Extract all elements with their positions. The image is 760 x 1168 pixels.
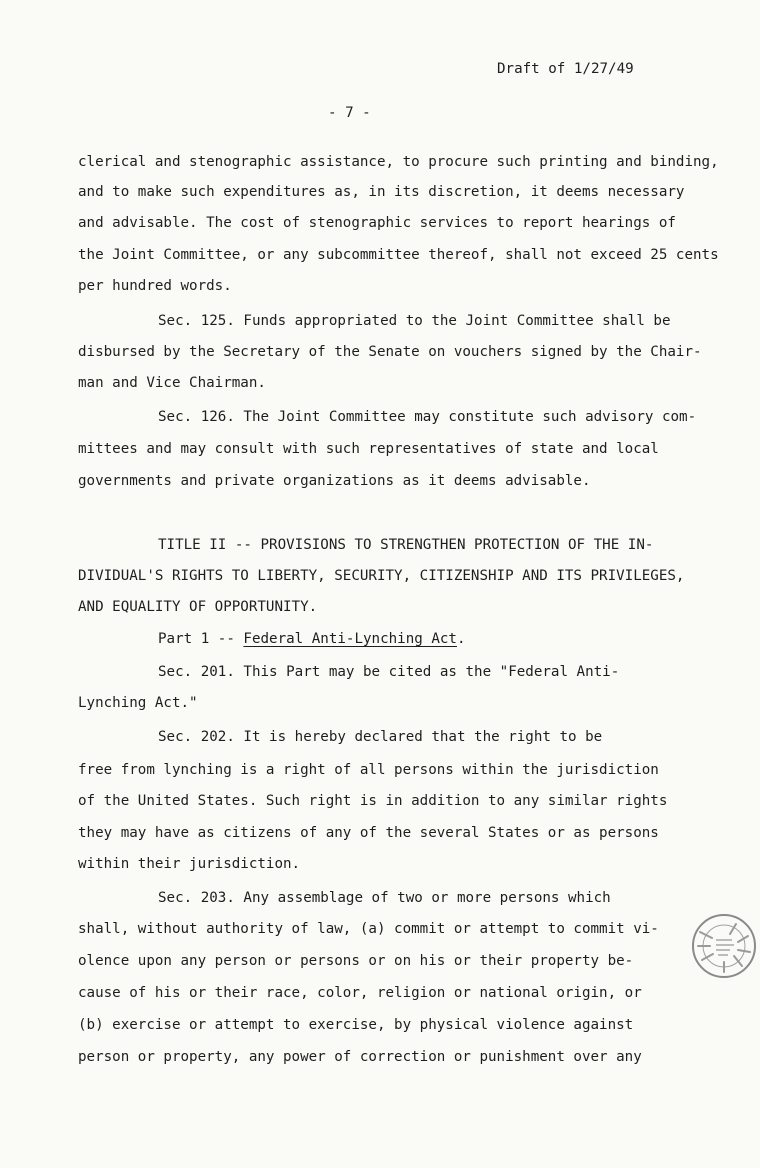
body-line: Lynching Act."	[78, 695, 198, 711]
page-number: - 7 -	[328, 105, 371, 121]
body-line: clerical and stenographic assistance, to procure such printing and binding,	[78, 154, 719, 170]
body-line: free from lynching is a right of all persons within the jurisdiction	[78, 762, 659, 778]
body-line: mittees and may consult with such representatives of state and local	[78, 441, 659, 457]
body-line: cause of his or their race, color, religion or national origin, or	[78, 985, 642, 1001]
body-line: disbursed by the Secretary of the Senate on vouchers signed by the Chair-	[78, 344, 702, 360]
body-line: per hundred words.	[78, 278, 232, 294]
body-line: olence upon any person or persons or on his or their property be-	[78, 953, 634, 969]
body-line: man and Vice Chairman.	[78, 375, 266, 391]
body-line: Sec. 125. Funds appropriated to the Joint Committee shall be	[158, 313, 671, 329]
body-line: shall, without authority of law, (a) commit or attempt to commit vi-	[78, 921, 659, 937]
draft-date: Draft of 1/27/49	[497, 61, 634, 77]
body-line: (b) exercise or attempt to exercise, by physical violence against	[78, 1017, 634, 1033]
part-heading	[158, 630, 466, 648]
body-line: person or property, any power of correction or punishment over any	[78, 1049, 642, 1065]
title-heading: TITLE II -- PROVISIONS TO STRENGTHEN PROTECTION OF THE IN-	[158, 537, 654, 553]
body-line: of the United States. Such right is in addition to any similar rights	[78, 793, 668, 809]
title-heading: DIVIDUAL'S RIGHTS TO LIBERTY, SECURITY, CITIZENSHIP AND ITS PRIVILEGES,	[78, 568, 685, 584]
body-line: Sec. 201. This Part may be cited as the "Federal Anti-	[158, 664, 620, 680]
body-line: Sec. 203. Any assemblage of two or more persons which	[158, 890, 611, 906]
body-line: Sec. 202. It is hereby declared that the right to be	[158, 729, 603, 745]
body-line: the Joint Committee, or any subcommittee thereof, shall not exceed 25 cents	[78, 247, 719, 263]
part-label: Part 1 --	[158, 631, 244, 647]
title-heading: AND EQUALITY OF OPPORTUNITY.	[78, 599, 318, 615]
part-title: Federal Anti-Lynching Act	[243, 631, 457, 647]
body-line: and to make such expenditures as, in its discretion, it deems necessary	[78, 184, 685, 200]
body-line: and advisable. The cost of stenographic services to report hearings of	[78, 215, 676, 231]
part-period: .	[456, 631, 466, 647]
body-line: within their jurisdiction.	[78, 856, 301, 872]
body-line: Sec. 126. The Joint Committee may constitute such advisory com-	[158, 409, 697, 425]
library-seal-stamp	[690, 912, 758, 980]
body-line: governments and private organizations as it deems advisable.	[78, 473, 591, 489]
body-line: they may have as citizens of any of the several States or as persons	[78, 825, 659, 841]
